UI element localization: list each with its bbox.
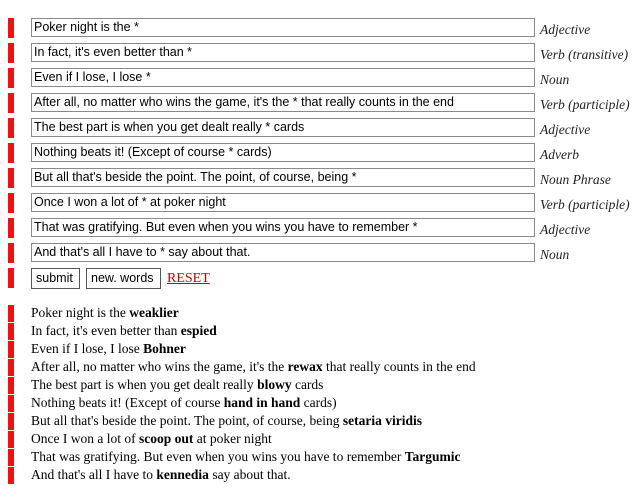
part-of-speech-label: Verb (transitive)	[540, 47, 629, 62]
red-marker	[8, 341, 14, 358]
filled-word: setaria viridis	[342, 413, 423, 428]
red-marker	[8, 143, 14, 163]
red-marker	[8, 449, 14, 466]
red-marker	[8, 118, 14, 138]
part-of-speech-label: Adverb	[540, 147, 579, 162]
red-marker	[8, 93, 14, 113]
result-text-after: cards)	[300, 395, 337, 410]
red-marker	[8, 413, 14, 430]
result-text-after: at poker night	[193, 431, 272, 446]
sentence-field[interactable]: And that's all I have to * say about that.	[31, 243, 535, 262]
red-marker	[8, 323, 14, 340]
result-text-before: And that's all I have to	[31, 467, 157, 482]
result-line	[31, 394, 337, 412]
part-of-speech-label: Noun Phrase	[540, 172, 611, 187]
red-marker	[8, 168, 14, 188]
red-marker	[8, 268, 14, 288]
red-marker	[8, 395, 14, 412]
filled-word: kennedia	[156, 467, 209, 482]
sentence-field[interactable]: The best part is when you get dealt really * cards	[31, 118, 535, 137]
result-text-before: Nothing beats it! (Except of course	[31, 395, 224, 410]
result-line	[31, 448, 461, 466]
sentence-field[interactable]: Poker night is the *	[31, 18, 535, 37]
part-of-speech-label: Noun	[540, 247, 570, 262]
result-text-before: In fact, it's even better than	[31, 323, 181, 338]
red-marker	[8, 377, 14, 394]
red-marker	[8, 18, 14, 38]
red-marker	[8, 359, 14, 376]
result-line	[31, 430, 272, 448]
result-text-after: say about that.	[208, 467, 291, 482]
result-text-after: cards	[291, 377, 324, 392]
new-words-button[interactable]: new. words	[86, 268, 161, 289]
result-text-before: Once I won a lot of	[31, 431, 139, 446]
submit-button[interactable]: submit	[31, 268, 80, 289]
red-marker	[8, 43, 14, 63]
filled-word: scoop out	[138, 431, 194, 446]
part-of-speech-label: Adjective	[540, 22, 591, 37]
result-line	[31, 304, 179, 322]
sentence-field[interactable]: Even if I lose, I lose *	[31, 68, 535, 87]
result-line	[31, 322, 217, 340]
red-marker	[8, 68, 14, 88]
filled-word: Bohner	[143, 341, 186, 356]
sentence-field[interactable]: Once I won a lot of * at poker night	[31, 193, 535, 212]
sentence-field[interactable]: Nothing beats it! (Except of course * cards)	[31, 143, 535, 162]
result-text-before: After all, no matter who wins the game, it's the	[31, 359, 288, 374]
red-marker	[8, 193, 14, 213]
result-text-after: that really counts in the end	[322, 359, 476, 374]
result-text-before: But all that's beside the point. The point, of course, being	[31, 413, 343, 428]
result-line	[31, 340, 186, 358]
part-of-speech-label: Verb (participle)	[540, 197, 630, 212]
result-text-before: That was gratifying. But even when you wins you have to remember	[31, 449, 405, 464]
part-of-speech-label: Verb (participle)	[540, 97, 630, 112]
part-of-speech-label: Adjective	[540, 222, 591, 237]
red-marker	[8, 305, 14, 322]
sentence-field[interactable]: In fact, it's even better than *	[31, 43, 535, 62]
result-line	[31, 466, 291, 484]
sentence-field[interactable]: After all, no matter who wins the game, it's the * that really counts in the end	[31, 93, 535, 112]
red-marker	[8, 243, 14, 263]
result-line	[31, 358, 476, 376]
part-of-speech-label: Noun	[540, 72, 570, 87]
filled-word: weaklier	[129, 305, 179, 320]
red-marker	[8, 431, 14, 448]
sentence-field[interactable]: That was gratifying. But even when you wins you have to remember *	[31, 218, 535, 237]
filled-word: hand in hand	[223, 395, 301, 410]
filled-word: rewax	[287, 359, 323, 374]
red-marker	[8, 218, 14, 238]
result-text-before: Poker night is the	[31, 305, 130, 320]
result-line	[31, 376, 323, 394]
part-of-speech-label: Adjective	[540, 122, 591, 137]
filled-word: blowy	[257, 377, 292, 392]
reset-link[interactable]: RESET	[167, 271, 210, 286]
result-text-before: Even if I lose, I lose	[31, 341, 144, 356]
filled-word: Targumic	[404, 449, 461, 464]
result-text-before: The best part is when you get dealt really	[31, 377, 258, 392]
result-line	[31, 412, 422, 430]
filled-word: espied	[180, 323, 217, 338]
sentence-field[interactable]: But all that's beside the point. The point, of course, being *	[31, 168, 535, 187]
red-marker	[8, 467, 14, 484]
